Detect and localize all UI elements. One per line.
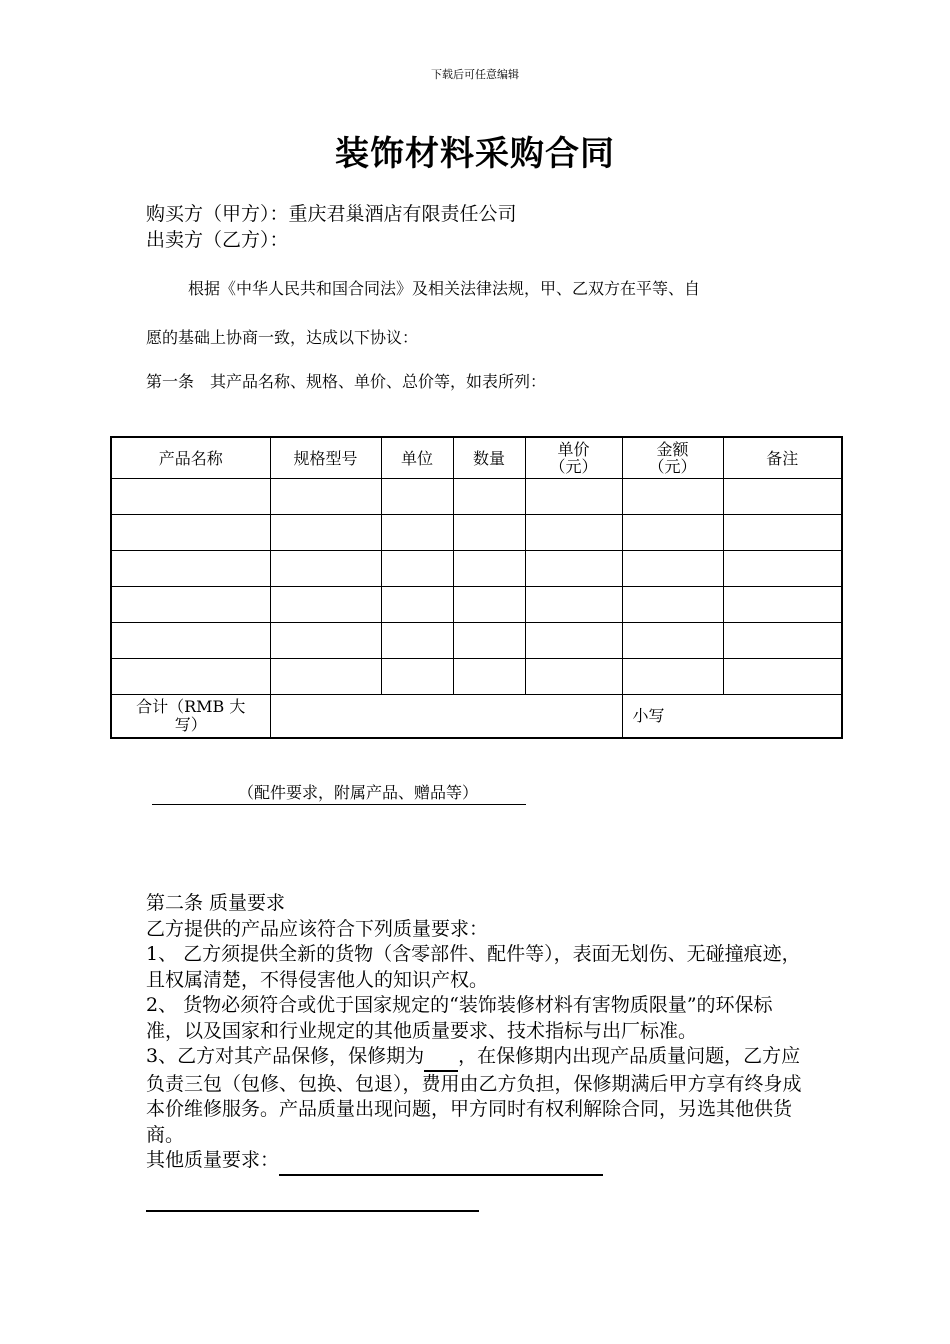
table-row xyxy=(111,587,842,623)
seller-line: 出卖方（乙方）： xyxy=(146,229,289,251)
header-remark: 备注 xyxy=(723,437,842,479)
header-quantity: 数量 xyxy=(453,437,525,479)
article-2-section xyxy=(146,891,806,1176)
article-1-heading: 第一条 其产品名称、规格、单价、总价等，如表所列： xyxy=(146,372,547,391)
table-total-row xyxy=(111,695,842,739)
article-2-item-1: 1、 乙方须提供全新的货物（含零部件、配件等），表面无划伤、无碰撞痕迹，且权属清楚，不得侵害他人的知识产权。 xyxy=(146,943,801,991)
table-row xyxy=(111,551,842,587)
article-2-item-3: 3、乙方对其产品保修，保修期为 ，在保修期内出现产品质量问题，乙方应负责三包（包修、包换、包退），费用由乙方负担，保修期满后甲方享有终身成本价维修服务。产品质量出现问题，甲方同时有权利解除合同，另选其他供货商。 xyxy=(146,1045,802,1146)
table-row xyxy=(111,659,842,695)
document-title: 装饰材料采购合同 xyxy=(335,134,615,174)
total-label: 合计（RMB 大 写） xyxy=(111,695,270,739)
other-quality-blank[interactable] xyxy=(279,1148,603,1176)
total-uppercase-field[interactable] xyxy=(270,695,622,739)
table-row xyxy=(111,479,842,515)
buyer-line: 购买方（甲方）：重庆君巢酒店有限责任公司 xyxy=(146,203,517,225)
header-unit-price: 单价 （元） xyxy=(525,437,622,479)
header-product-name: 产品名称 xyxy=(111,437,270,479)
warranty-period-blank[interactable] xyxy=(424,1044,458,1072)
article-2-intro: 乙方提供的产品应该符合下列质量要求： xyxy=(146,917,489,940)
header-note: 下载后可任意编辑 xyxy=(431,68,519,81)
continuation-blank-line[interactable] xyxy=(146,1210,479,1212)
table-row xyxy=(111,623,842,659)
article-2-item-2: 2、 货物必须符合或优于国家规定的“装饰装修材料有害物质限量”的环保标准，以及国家和行业规定的其他质量要求、技术指标与出厂标准。 xyxy=(146,994,773,1042)
article-2-heading: 第二条 质量要求 xyxy=(146,892,286,914)
other-quality-line: 其他质量要求： xyxy=(146,1148,806,1176)
intro-line-1: 根据《中华人民共和国合同法》及相关法律法规，甲、乙双方在平等、自 xyxy=(188,279,701,298)
table-header-row xyxy=(111,437,842,479)
intro-line-2: 愿的基础上协商一致，达成以下协议： xyxy=(146,328,419,347)
header-unit: 单位 xyxy=(381,437,453,479)
header-spec: 规格型号 xyxy=(270,437,381,479)
table-row xyxy=(111,515,842,551)
accessory-note: （配件要求，附属产品、赠品等） xyxy=(152,780,526,805)
header-amount: 金额 （元） xyxy=(622,437,723,479)
total-lowercase-label[interactable]: 小写 xyxy=(622,695,842,739)
product-table xyxy=(110,436,843,739)
